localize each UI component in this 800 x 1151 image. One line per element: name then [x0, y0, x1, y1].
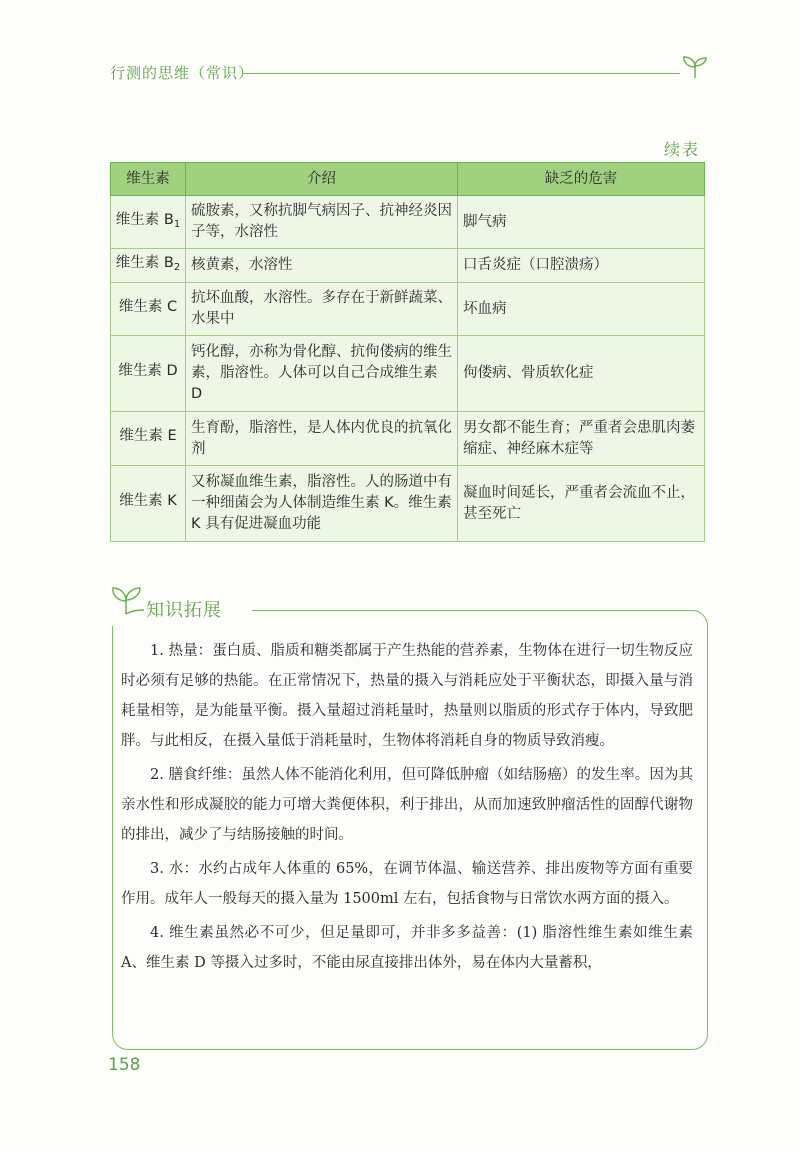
table-row [111, 196, 705, 249]
vitamin-table [110, 162, 705, 542]
vitamin-name-cell [111, 249, 186, 283]
intro-cell: 硫胺素，又称抗脚气病因子、抗神经炎因子等，水溶性 [186, 196, 458, 249]
vitamin-name-cell [111, 196, 186, 249]
column-header: 维生素 [111, 163, 186, 196]
vitamin-name: 维生素 D [118, 363, 178, 379]
vitamin-name-cell [111, 412, 186, 466]
running-header [110, 60, 710, 84]
intro-cell: 又称凝血维生素，脂溶性。人的肠道中有一种细菌会为人体制造维生素 K。维生素 K 具有促进凝血功能 [186, 466, 458, 542]
vitamin-name: 维生素 B [115, 255, 174, 271]
vitamin-name-cell [111, 466, 186, 542]
intro-cell: 核黄素，水溶性 [186, 249, 458, 283]
vitamin-name: 维生素 C [118, 298, 178, 315]
table-header-row [111, 163, 705, 196]
paragraph: 2. 膳食纤维：虽然人体不能消化利用，但可降低肿瘤（如结肠癌）的发生率。因为其亲水性和形成凝胶的能力可增大粪便体积，利于排出，从而加速致肿瘤活性的固醇代谢物的排出，减少了与结肠接触的时间。 [121, 767, 693, 843]
paragraph: 1. 热量：蛋白质、脂质和糖类都属于产生热能的营养素，生物体在进行一切生物反应时必须有足够的热能。在正常情况下，热量的摄入与消耗应处于平衡状态，即摄入量与消耗量相等，是为能量平衡。摄入量超过消耗量时，热量则以脂质的形式存于体内，导致肥胖。与此相反，在摄入量低于消耗量时，生物体将消耗自身的物质导致消瘦。 [121, 643, 693, 749]
vitamin-name-cell [111, 336, 186, 412]
harm-cell: 坏血病 [458, 283, 705, 336]
table-row [111, 249, 705, 283]
table-row [111, 283, 705, 336]
table-row [111, 336, 705, 412]
extension-body [121, 636, 693, 982]
intro-cell: 抗坏血酸，水溶性。多存在于新鲜蔬菜、水果中 [186, 283, 458, 336]
sprout-icon [106, 582, 146, 616]
vitamin-name: 维生素 K [119, 493, 177, 509]
header-title: 行测的思维（常识） [110, 64, 255, 82]
vitamin-subscript: 2 [173, 262, 181, 273]
header-rule [242, 73, 680, 74]
vitamin-name: 维生素 E [119, 428, 177, 444]
harm-cell: 佝偻病、骨质软化症 [458, 336, 705, 412]
intro-cell: 生育酚，脂溶性，是人体内优良的抗氧化剂 [186, 412, 458, 466]
harm-cell: 男女都不能生育；严重者会患肌肉萎缩症、神经麻木症等 [458, 412, 705, 466]
harm-cell: 凝血时间延长，严重者会流血不止，甚至死亡 [458, 466, 705, 542]
sprout-icon [680, 54, 710, 80]
paragraph: 3. 水：水约占成年人体重的 65%，在调节体温、输送营养、排出废物等方面有重要作用。成年人一般每天的摄入量为 1500ml 左右，包括食物与日常饮水两方面的摄入。 [121, 861, 693, 907]
table-continued-label: 续表 [663, 140, 700, 159]
table-row [111, 412, 705, 466]
vitamin-subscript: 1 [173, 218, 181, 230]
harm-cell: 脚气病 [458, 196, 705, 249]
extension-title: 知识拓展 [146, 600, 222, 621]
vitamin-name-cell [111, 283, 186, 336]
intro-cell: 钙化醇，亦称为骨化醇、抗佝偻病的维生素，脂溶性。人体可以自己合成维生素 D [186, 336, 458, 412]
column-header: 缺乏的危害 [458, 163, 705, 196]
harm-cell: 口舌炎症（口腔溃疡） [458, 249, 705, 283]
page-number: 158 [108, 1055, 141, 1075]
vitamin-name: 维生素 B [115, 211, 174, 228]
table-row [111, 466, 705, 542]
column-header: 介绍 [186, 163, 458, 196]
paragraph: 4. 维生素虽然必不可少，但足量即可，并非多多益善：(1) 脂溶性维生素如维生素 A、维生素 D 等摄入过多时，不能由尿直接排出体外，易在体内大量蓄积， [121, 925, 693, 971]
